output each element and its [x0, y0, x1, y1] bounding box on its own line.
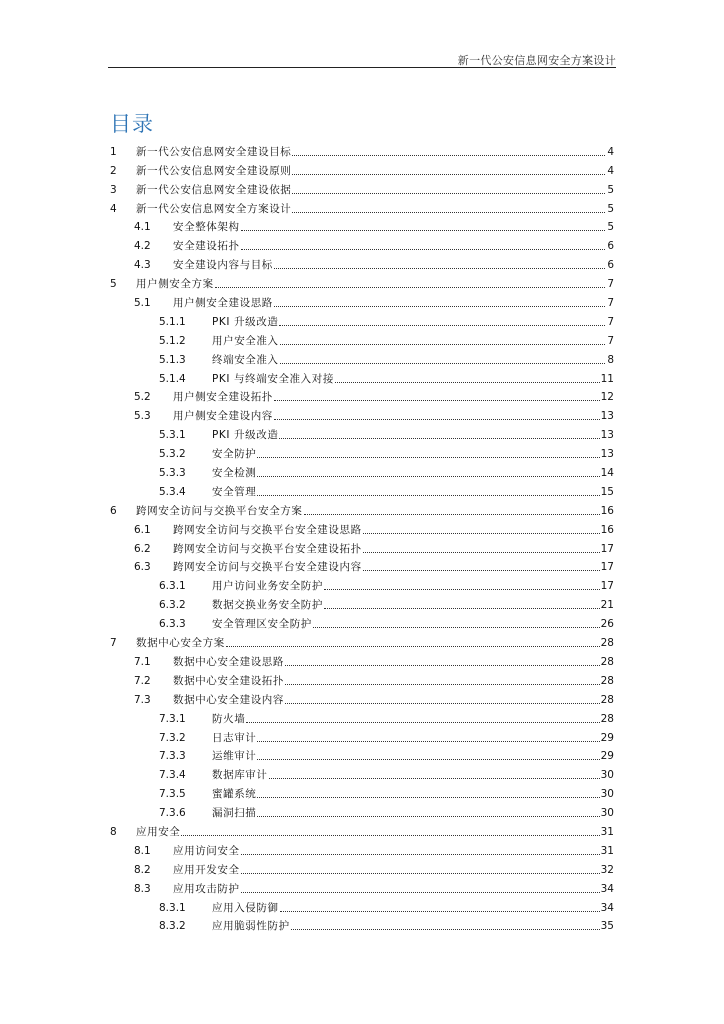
toc-entry-title: 用户安全准入 — [212, 334, 279, 347]
dot-leader — [181, 835, 599, 836]
toc-entry-number: 8.3.2 — [159, 920, 186, 933]
toc-entry-page: 17 — [600, 542, 614, 555]
dot-leader — [335, 382, 600, 383]
toc-entry-page: 5 — [607, 183, 614, 196]
toc-entry-number: 7.3.5 — [159, 788, 186, 801]
toc-entry-page: 7 — [607, 278, 614, 291]
toc-entry-number: 8.2 — [134, 863, 151, 876]
toc-entry[interactable] — [110, 518, 614, 537]
toc-entry-title: 安全检测 — [212, 467, 257, 480]
toc-entry[interactable] — [110, 556, 614, 575]
dot-leader — [274, 268, 605, 269]
dot-leader — [280, 911, 600, 912]
toc-entry-title: 跨网安全访问与交换平台安全方案 — [136, 504, 303, 517]
toc-entry-page: 34 — [600, 901, 614, 914]
dot-leader — [324, 589, 600, 590]
toc-entry[interactable] — [110, 896, 614, 915]
toc-entry[interactable] — [110, 537, 614, 556]
toc-entry[interactable] — [110, 178, 614, 197]
toc-entry-number: 5.3.4 — [159, 485, 186, 498]
toc-entry[interactable] — [110, 877, 614, 896]
toc-entry-page: 26 — [600, 618, 614, 631]
running-header: 新一代公安信息网安全方案设计 — [457, 54, 616, 67]
toc-entry-number: 6.1 — [134, 523, 151, 536]
dot-leader — [292, 193, 605, 194]
toc-entry[interactable] — [110, 197, 614, 216]
toc-entry[interactable] — [110, 404, 614, 423]
dot-leader — [363, 533, 600, 534]
toc-entry-number: 5.1 — [134, 297, 151, 310]
toc-entry-title: 跨网安全访问与交换平台安全建设内容 — [173, 561, 362, 574]
toc-entry-page: 13 — [600, 429, 614, 442]
toc-entry-page: 7 — [607, 297, 614, 310]
toc-entry-title: 防火墙 — [212, 712, 246, 725]
dot-leader — [324, 608, 600, 609]
toc-entry-page: 7 — [607, 334, 614, 347]
toc-entry-number: 8.3 — [134, 882, 151, 895]
toc-entry-title: 数据库审计 — [212, 769, 268, 782]
dot-leader — [269, 778, 600, 779]
toc-entry-number: 8.3.1 — [159, 901, 186, 914]
dot-leader — [246, 722, 599, 723]
toc-entry-title: 数据中心安全建设思路 — [173, 655, 284, 668]
toc-entry[interactable] — [110, 650, 614, 669]
toc-entry-title: 安全防护 — [212, 448, 257, 461]
toc-entry-page: 31 — [600, 844, 614, 857]
toc-entry-title: 跨网安全访问与交换平台安全建设拓扑 — [173, 542, 362, 555]
toc-entry-title: 蜜罐系统 — [212, 788, 257, 801]
dot-leader — [274, 419, 600, 420]
dot-leader — [292, 155, 605, 156]
toc-entry[interactable] — [110, 499, 614, 518]
dot-leader — [241, 873, 600, 874]
toc-entry-page: 17 — [600, 580, 614, 593]
toc-entry-number: 7.1 — [134, 655, 151, 668]
dot-leader — [285, 684, 600, 685]
toc-entry-page: 30 — [600, 807, 614, 820]
toc-entry-title: 数据中心安全建设内容 — [173, 693, 284, 706]
toc-entry[interactable] — [110, 329, 614, 348]
dot-leader — [285, 665, 600, 666]
toc-entry-title: PKI 与终端安全准入对接 — [212, 372, 334, 385]
toc-entry-number: 5.1.1 — [159, 315, 186, 328]
toc-entry[interactable] — [110, 574, 614, 593]
toc-entry-page: 31 — [600, 825, 614, 838]
header-rule — [108, 67, 616, 68]
toc-entry-title: 安全管理 — [212, 485, 257, 498]
toc-entry-title: 用户侧安全建设拓扑 — [173, 391, 273, 404]
toc-entry-number: 2 — [110, 164, 117, 177]
toc-entry-number: 5.1.3 — [159, 353, 186, 366]
toc-entry-page: 16 — [600, 504, 614, 517]
toc-entry-title: 漏洞扫描 — [212, 807, 257, 820]
toc-entry[interactable] — [110, 234, 614, 253]
toc-entry-number: 4.2 — [134, 240, 151, 253]
dot-leader — [241, 249, 605, 250]
dot-leader — [279, 325, 605, 326]
toc-entry-title: 安全管理区安全防护 — [212, 618, 312, 631]
dot-leader — [279, 438, 599, 439]
toc-entry-page: 30 — [600, 788, 614, 801]
toc-entry[interactable] — [110, 915, 614, 934]
toc-entry-page: 34 — [600, 882, 614, 895]
toc-entry-number: 7.2 — [134, 674, 151, 687]
toc-entry-title: 安全建设拓扑 — [173, 240, 240, 253]
toc-entry-page: 30 — [600, 769, 614, 782]
toc-entry-number: 7.3.1 — [159, 712, 186, 725]
dot-leader — [304, 514, 600, 515]
toc-entry-number: 7.3 — [134, 693, 151, 706]
toc-entry-number: 6.3.2 — [159, 599, 186, 612]
toc-entry-number: 6.2 — [134, 542, 151, 555]
toc-entry-number: 4.1 — [134, 221, 151, 234]
dot-leader — [226, 646, 600, 647]
toc-entry-title: 新一代公安信息网安全方案设计 — [136, 202, 292, 215]
toc-entry[interactable] — [110, 216, 614, 235]
toc-entry-page: 28 — [600, 693, 614, 706]
toc-entry-page: 4 — [607, 145, 614, 158]
dot-leader — [274, 400, 600, 401]
toc-entry-title: 用户侧安全方案 — [136, 278, 214, 291]
toc-entry-title: 数据中心安全建设拓扑 — [173, 674, 284, 687]
toc-entry-title: 应用入侵防御 — [212, 901, 279, 914]
toc-entry-number: 8.1 — [134, 844, 151, 857]
dot-leader — [241, 892, 600, 893]
toc-entry-title: 数据交换业务安全防护 — [212, 599, 323, 612]
dot-leader — [280, 344, 605, 345]
toc-entry-title: 新一代公安信息网安全建设原则 — [136, 164, 292, 177]
toc-entry[interactable] — [110, 253, 614, 272]
toc-entry[interactable] — [110, 745, 614, 764]
dot-leader — [292, 174, 605, 175]
toc-entry-page: 8 — [607, 353, 614, 366]
toc-entry-number: 4.3 — [134, 259, 151, 272]
toc-entry-number: 6.3.1 — [159, 580, 186, 593]
toc-entry-page: 28 — [600, 674, 614, 687]
toc-entry-title: 应用安全 — [136, 825, 181, 838]
toc-entry[interactable] — [110, 461, 614, 480]
toc-entry-page: 7 — [607, 315, 614, 328]
toc-entry[interactable] — [110, 820, 614, 839]
toc-entry[interactable] — [110, 272, 614, 291]
dot-leader — [257, 741, 599, 742]
dot-leader — [257, 759, 599, 760]
toc-entry[interactable] — [110, 442, 614, 461]
toc-entry[interactable] — [110, 386, 614, 405]
toc-entry-number: 5.2 — [134, 391, 151, 404]
toc-entry-page: 28 — [600, 655, 614, 668]
toc-entry-title: 新一代公安信息网安全建设目标 — [136, 145, 292, 158]
toc-entry-page: 32 — [600, 863, 614, 876]
toc-entry-number: 5.3.3 — [159, 467, 186, 480]
toc-entry-title: 应用开发安全 — [173, 863, 240, 876]
toc-heading: 目录 — [110, 112, 154, 136]
dot-leader — [241, 230, 605, 231]
toc-entry-page: 28 — [600, 637, 614, 650]
toc-entry-title: 用户访问业务安全防护 — [212, 580, 323, 593]
dot-leader — [215, 287, 605, 288]
toc-entry-number: 4 — [110, 202, 117, 215]
toc-entry-page: 5 — [607, 221, 614, 234]
toc-entry-number: 6.3 — [134, 561, 151, 574]
toc-entry[interactable] — [110, 367, 614, 386]
toc-entry-number: 7 — [110, 637, 117, 650]
toc-entry[interactable] — [110, 858, 614, 877]
toc-entry[interactable] — [110, 669, 614, 688]
toc-entry[interactable] — [110, 159, 614, 178]
toc-entry[interactable] — [110, 839, 614, 858]
toc-entry-number: 5 — [110, 278, 117, 291]
toc-entry-page: 28 — [600, 712, 614, 725]
toc-entry-page: 16 — [600, 523, 614, 536]
toc-entry[interactable] — [110, 140, 614, 159]
toc-entry[interactable] — [110, 631, 614, 650]
toc-entry[interactable] — [110, 348, 614, 367]
toc-entry-page: 5 — [607, 202, 614, 215]
toc-entry[interactable] — [110, 480, 614, 499]
toc-entry-title: 应用脆弱性防护 — [212, 920, 290, 933]
toc-entry[interactable] — [110, 688, 614, 707]
toc-entry-number: 5.3.1 — [159, 429, 186, 442]
toc-entry-title: 安全建设内容与目标 — [173, 259, 273, 272]
toc-entry-page: 6 — [607, 259, 614, 272]
toc-entry[interactable] — [110, 707, 614, 726]
toc-entry-title: 新一代公安信息网安全建设依据 — [136, 183, 292, 196]
toc-entry-number: 7.3.2 — [159, 731, 186, 744]
dot-leader — [313, 627, 600, 628]
toc-entry-page: 14 — [600, 467, 614, 480]
table-of-contents — [110, 140, 614, 933]
toc-entry-number: 5.1.4 — [159, 372, 186, 385]
dot-leader — [285, 703, 600, 704]
toc-entry-title: 应用攻击防护 — [173, 882, 240, 895]
toc-entry[interactable] — [110, 612, 614, 631]
dot-leader — [241, 854, 600, 855]
dot-leader — [257, 816, 599, 817]
toc-entry-number: 8 — [110, 825, 117, 838]
toc-entry-title: 跨网安全访问与交换平台安全建设思路 — [173, 523, 362, 536]
toc-entry-page: 13 — [600, 448, 614, 461]
toc-entry-page: 13 — [600, 410, 614, 423]
toc-entry-number: 6 — [110, 504, 117, 517]
toc-entry[interactable] — [110, 593, 614, 612]
toc-entry-number: 7.3.3 — [159, 750, 186, 763]
toc-entry-number: 7.3.6 — [159, 807, 186, 820]
toc-entry-title: PKI 升级改造 — [212, 315, 279, 328]
toc-entry-title: 运维审计 — [212, 750, 257, 763]
toc-entry[interactable] — [110, 423, 614, 442]
toc-entry-page: 12 — [600, 391, 614, 404]
toc-entry[interactable] — [110, 782, 614, 801]
toc-entry-title: 数据中心安全方案 — [136, 637, 225, 650]
toc-entry-title: 安全整体架构 — [173, 221, 240, 234]
toc-entry-page: 11 — [600, 372, 614, 385]
dot-leader — [280, 363, 605, 364]
toc-entry-title: PKI 升级改造 — [212, 429, 279, 442]
dot-leader — [363, 570, 600, 571]
toc-entry-page: 4 — [607, 164, 614, 177]
toc-entry-number: 5.3.2 — [159, 448, 186, 461]
toc-entry-title: 应用访问安全 — [173, 844, 240, 857]
dot-leader — [292, 212, 605, 213]
dot-leader — [257, 797, 599, 798]
dot-leader — [274, 306, 605, 307]
dot-leader — [291, 929, 600, 930]
dot-leader — [257, 495, 599, 496]
toc-entry-page: 29 — [600, 750, 614, 763]
toc-entry-title: 日志审计 — [212, 731, 257, 744]
toc-entry-number: 7.3.4 — [159, 769, 186, 782]
toc-entry-number: 6.3.3 — [159, 618, 186, 631]
toc-entry-title: 用户侧安全建设思路 — [173, 297, 273, 310]
toc-entry-title: 用户侧安全建设内容 — [173, 410, 273, 423]
toc-entry-page: 6 — [607, 240, 614, 253]
toc-entry-page: 15 — [600, 485, 614, 498]
toc-entry-page: 17 — [600, 561, 614, 574]
dot-leader — [257, 457, 599, 458]
toc-entry-page: 29 — [600, 731, 614, 744]
toc-entry[interactable] — [110, 763, 614, 782]
dot-leader — [257, 476, 599, 477]
toc-entry-page: 21 — [600, 599, 614, 612]
toc-entry[interactable] — [110, 291, 614, 310]
toc-entry-number: 1 — [110, 145, 117, 158]
toc-entry-number: 5.1.2 — [159, 334, 186, 347]
toc-entry[interactable] — [110, 310, 614, 329]
toc-entry[interactable] — [110, 726, 614, 745]
toc-entry-number: 3 — [110, 183, 117, 196]
toc-entry[interactable] — [110, 801, 614, 820]
toc-entry-title: 终端安全准入 — [212, 353, 279, 366]
dot-leader — [363, 552, 600, 553]
toc-entry-page: 35 — [600, 920, 614, 933]
toc-entry-number: 5.3 — [134, 410, 151, 423]
